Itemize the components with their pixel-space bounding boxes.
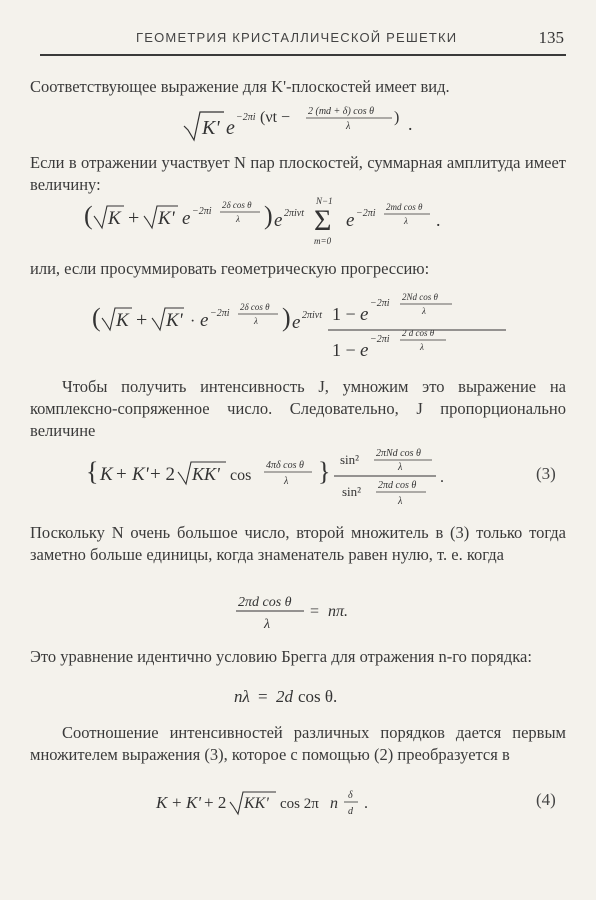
svg-text:.: . [364, 795, 368, 812]
formula-intensity [86, 438, 506, 515]
svg-text:cos θ.: cos θ. [298, 687, 338, 706]
svg-text:1 −: 1 − [332, 304, 356, 324]
svg-text:2πd cos θ: 2πd cos θ [238, 595, 292, 610]
svg-text:(: ( [92, 303, 101, 332]
svg-text:2πNd cos θ: 2πNd cos θ [376, 448, 421, 459]
paragraph-4: Чтобы получить интенсивность J, умножим это выражение на комплексно-сопряженное число. Следовательно, J пропорционально величине [30, 377, 566, 440]
formula-bragg-phase-svg [234, 590, 374, 634]
svg-text:λ: λ [264, 617, 271, 632]
paragraph-1: Соответствующее выражение для K'-плоскостей имеет вид. [30, 77, 450, 96]
svg-text:sin²: sin² [342, 484, 362, 499]
svg-text:λ: λ [398, 462, 403, 473]
svg-text:−2πi: −2πi [192, 206, 212, 217]
svg-text:λ: λ [398, 496, 403, 507]
svg-text:KK': KK' [192, 464, 220, 484]
svg-text:2δ cos θ: 2δ cos θ [240, 302, 270, 312]
paragraph-6: Это уравнение идентично условию Брегга для отражения n-го порядка: [30, 647, 532, 666]
svg-text:λ: λ [420, 342, 424, 352]
svg-text:K': K' [202, 117, 220, 139]
svg-text:λ: λ [422, 306, 426, 316]
svg-text:K': K' [166, 310, 183, 331]
formula-order-intensity-svg [156, 786, 436, 822]
formula-total-amplitude-sum-svg [84, 194, 524, 250]
svg-text:+ 2: + 2 [204, 793, 227, 812]
svg-text:2δ cos θ: 2δ cos θ [222, 200, 252, 210]
svg-text:+: + [128, 207, 140, 229]
page-number: 135 [538, 28, 564, 47]
svg-text:(: ( [84, 201, 93, 230]
page-header [40, 28, 566, 56]
svg-text:λ: λ [346, 121, 351, 132]
svg-text:2d: 2d [276, 687, 293, 706]
paragraph-5: Поскольку N очень большое число, второй множитель в (3) только тогда заметно больше единицы, когда знаменатель равен нулю, т. е. когда [30, 523, 566, 564]
equation-number-3: (3) [536, 464, 556, 483]
svg-text:n: n [330, 795, 338, 812]
paragraph-3: или, если просуммировать геометрическую прогрессию: [30, 259, 430, 278]
formula-bragg-law-svg [234, 684, 374, 710]
svg-text:cos 2π: cos 2π [280, 796, 319, 812]
formula-bragg-law [234, 684, 374, 715]
formula-bragg-phase [234, 590, 374, 639]
svg-text:δ: δ [348, 790, 353, 801]
svg-text:−2πi: −2πi [370, 334, 390, 345]
svg-text:e: e [182, 208, 191, 229]
svg-text:2 d cos θ: 2 d cos θ [402, 328, 435, 338]
svg-text:2πiνt: 2πiνt [284, 208, 305, 219]
svg-text:m=0: m=0 [314, 236, 332, 246]
svg-text:4πδ cos θ: 4πδ cos θ [266, 460, 304, 471]
svg-text:+: + [136, 309, 148, 331]
svg-text:d: d [348, 806, 353, 817]
svg-text:2 (md + δ) cos θ: 2 (md + δ) cos θ [308, 106, 375, 117]
svg-text:+: + [116, 464, 127, 485]
svg-text:λ: λ [284, 476, 289, 487]
equation-number-4: (4) [536, 790, 556, 809]
svg-text:e: e [292, 312, 301, 333]
svg-text:=: = [258, 687, 268, 706]
svg-text:): ) [394, 109, 400, 126]
svg-text:λ: λ [254, 316, 258, 326]
svg-text:2Nd cos θ: 2Nd cos θ [402, 292, 438, 302]
svg-text:cos: cos [230, 467, 252, 484]
svg-text:KK': KK' [244, 795, 269, 812]
svg-text:(νt −: (νt − [260, 109, 291, 126]
svg-text:e: e [226, 117, 235, 139]
svg-text:+ 2: + 2 [150, 464, 175, 485]
svg-text:{: { [86, 457, 99, 486]
svg-text:+: + [172, 793, 182, 812]
svg-text:2πd cos θ: 2πd cos θ [378, 480, 417, 491]
svg-text:e: e [200, 310, 209, 331]
paragraph-2: Если в отражении участвует N пар плоскостей, суммарная амплитуда имеет величину: [30, 153, 566, 194]
svg-text:): ) [264, 201, 273, 230]
svg-text:λ: λ [404, 216, 408, 226]
svg-text:K': K' [186, 793, 201, 812]
svg-text:K: K [108, 208, 121, 229]
svg-text:}: } [318, 457, 331, 486]
svg-text:K': K' [158, 208, 175, 229]
svg-text:1 −: 1 − [332, 340, 356, 360]
formula-order-intensity [156, 786, 436, 827]
svg-text:K: K [116, 310, 129, 331]
formula-intensity-svg [86, 438, 506, 510]
svg-text:−2πi: −2πi [356, 208, 376, 219]
svg-text:N−1: N−1 [316, 196, 333, 206]
running-head: ГЕОМЕТРИЯ КРИСТАЛЛИЧЕСКОЙ РЕШЕТКИ [136, 30, 458, 45]
svg-text:K: K [156, 793, 168, 812]
svg-text:λ: λ [236, 214, 240, 224]
svg-text:2md cos θ: 2md cos θ [386, 202, 423, 212]
paragraph-7: Соотношение интенсивностей различных порядков дается первым множителем выражения (3), которое с помощью (2) преобразуется в [30, 723, 566, 764]
svg-text:K': K' [132, 464, 149, 485]
svg-text:−2πi: −2πi [370, 298, 390, 309]
svg-text:=: = [310, 603, 320, 620]
svg-text:−2πi: −2πi [210, 308, 230, 319]
formula-amplitude-k-prime-svg [180, 100, 440, 144]
svg-text:): ) [282, 303, 291, 332]
svg-text:e: e [274, 210, 283, 231]
svg-text:·: · [190, 313, 196, 330]
svg-text:nπ.: nπ. [328, 603, 349, 620]
formula-geometric-progression-svg [92, 288, 532, 364]
svg-text:K: K [100, 464, 113, 485]
svg-text:e: e [360, 340, 369, 361]
formula-total-amplitude-sum [84, 194, 524, 255]
svg-text:Σ: Σ [314, 204, 332, 237]
svg-text:2πiνt: 2πiνt [302, 310, 323, 321]
formula-geometric-progression [92, 288, 532, 369]
formula-amplitude-k-prime [180, 100, 440, 149]
svg-text:e: e [360, 304, 369, 325]
svg-text:e: e [346, 210, 355, 231]
svg-text:.: . [436, 210, 441, 230]
svg-text:sin²: sin² [340, 452, 360, 467]
svg-text:.: . [440, 469, 444, 486]
svg-text:nλ: nλ [234, 687, 250, 706]
svg-text:.: . [408, 114, 413, 134]
svg-text:−2πi: −2πi [236, 112, 256, 123]
